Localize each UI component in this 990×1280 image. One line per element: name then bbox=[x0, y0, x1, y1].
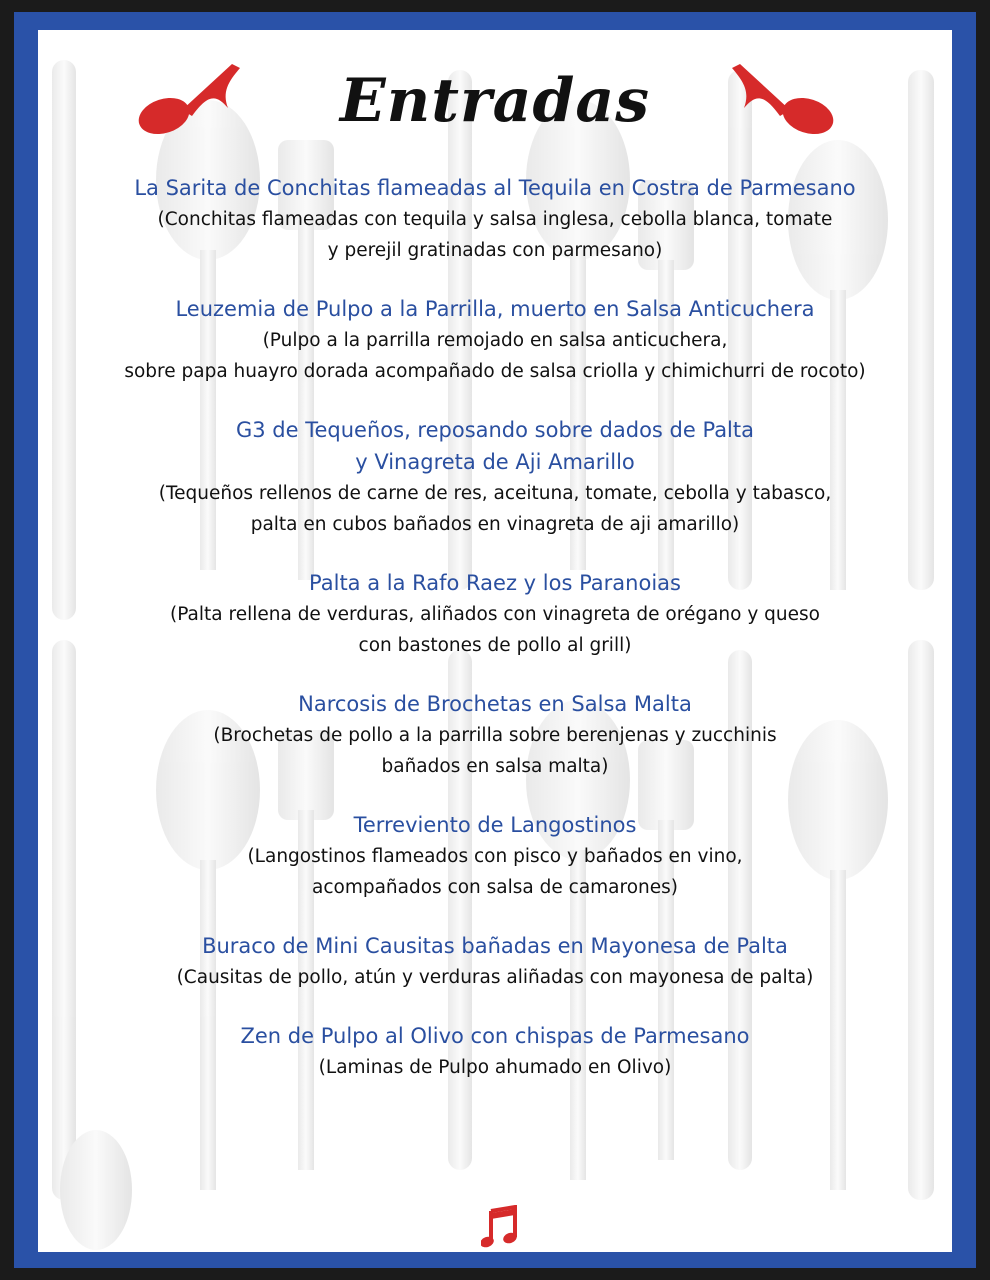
menu-list bbox=[38, 172, 952, 1110]
menu-item bbox=[38, 809, 952, 903]
menu-item bbox=[38, 567, 952, 661]
menu-page bbox=[14, 12, 976, 1268]
beamed-notes-icon bbox=[481, 1205, 517, 1249]
dish-description: (Tequeños rellenos de carne de res, aceituna, tomate, cebolla y tabasco, bbox=[158, 483, 832, 504]
dish-description: y perejil gratinadas con parmesano) bbox=[327, 240, 663, 261]
dish-name: Terreviento de Langostinos bbox=[353, 813, 637, 837]
dish-description: (Conchitas flameadas con tequila y salsa inglesa, cebolla blanca, tomate bbox=[157, 209, 833, 230]
menu-item bbox=[38, 414, 952, 540]
dish-name: Leuzemia de Pulpo a la Parrilla, muerto en Salsa Anticuchera bbox=[175, 297, 815, 321]
dish-description: (Laminas de Pulpo ahumado en Olivo) bbox=[318, 1057, 672, 1078]
page-title: Entradas bbox=[339, 66, 651, 136]
menu-panel bbox=[38, 30, 952, 1252]
dish-description: con bastones de pollo al grill) bbox=[358, 635, 632, 656]
menu-item bbox=[38, 930, 952, 993]
dish-name: Zen de Pulpo al Olivo con chispas de Parmesano bbox=[240, 1024, 750, 1048]
dish-description: acompañados con salsa de camarones) bbox=[312, 877, 678, 898]
dish-name: Narcosis de Brochetas en Salsa Malta bbox=[298, 692, 692, 716]
menu-item bbox=[38, 293, 952, 387]
dish-description: (Pulpo a la parrilla remojado en salsa anticuchera, bbox=[262, 330, 728, 351]
dish-description: (Brochetas de pollo a la parrilla sobre berenjenas y zucchinis bbox=[213, 725, 777, 746]
dish-name: y Vinagreta de Aji Amarillo bbox=[355, 450, 635, 474]
dish-name: Buraco de Mini Causitas bañadas en Mayonesa de Palta bbox=[202, 934, 788, 958]
dish-description: (Langostinos flameados con pisco y bañados en vino, bbox=[247, 846, 743, 867]
dish-name: G3 de Tequeños, reposando sobre dados de Palta bbox=[236, 418, 754, 442]
menu-item bbox=[38, 1020, 952, 1083]
dish-name: Palta a la Rafo Raez y los Paranoias bbox=[309, 571, 681, 595]
menu-item bbox=[38, 172, 952, 266]
dish-description: palta en cubos bañados en vinagreta de aji amarillo) bbox=[250, 514, 740, 535]
dish-description: sobre papa huayro dorada acompañado de salsa criolla y chimichurri de rocoto) bbox=[124, 361, 866, 382]
dish-description: (Causitas de pollo, atún y verduras aliñadas con mayonesa de palta) bbox=[176, 967, 814, 988]
dish-description: (Palta rellena de verduras, aliñados con vinagreta de orégano y queso bbox=[170, 604, 820, 625]
dish-description: bañados en salsa malta) bbox=[381, 756, 609, 777]
dish-name: La Sarita de Conchitas flameadas al Tequila en Costra de Parmesano bbox=[134, 176, 856, 200]
menu-item bbox=[38, 688, 952, 782]
